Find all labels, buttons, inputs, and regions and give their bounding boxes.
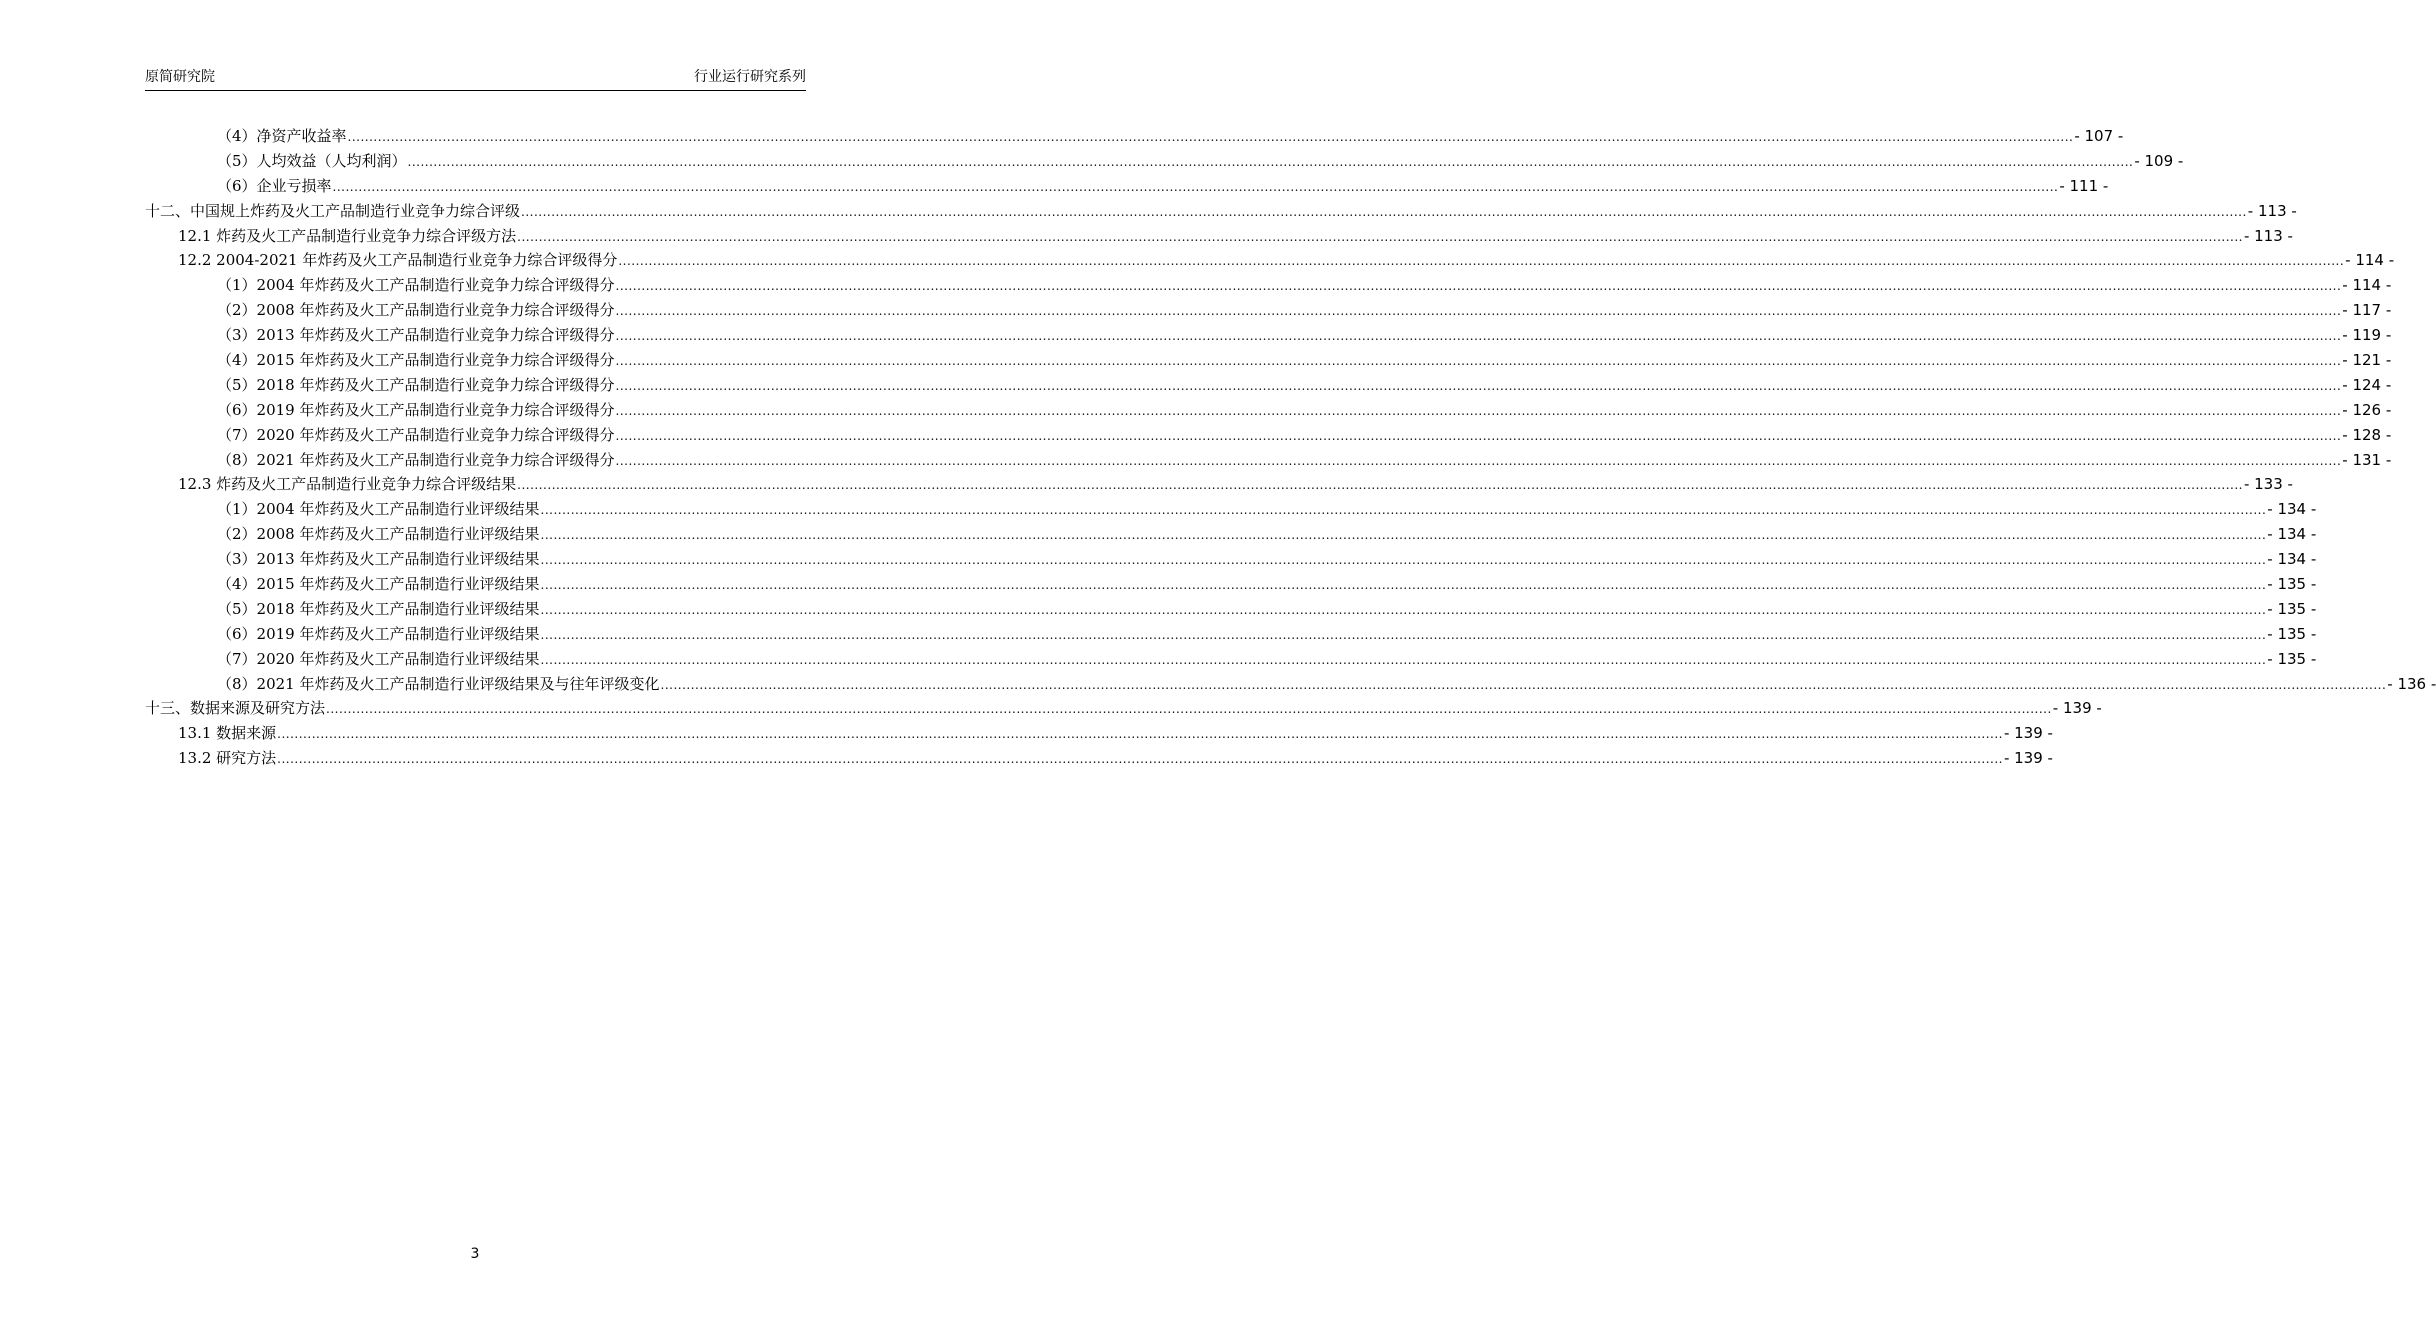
toc-entry[interactable] <box>145 448 2392 473</box>
toc-entry-title: 13.1 数据来源 <box>178 724 277 743</box>
toc-entry-title: 12.2 2004-2021 年炸药及火工产品制造行业竞争力综合评级得分 <box>178 251 618 270</box>
toc-entry[interactable] <box>145 199 2297 224</box>
toc-entry-page: - 128 - <box>2342 425 2392 444</box>
toc-entry-page: - 139 - <box>2003 724 2053 743</box>
toc-entry-title: （6）企业亏损率 <box>217 176 332 195</box>
toc-leader-dots: ................................................................................................................................................................................................................................................................................................................................................................................................................ <box>615 354 2342 369</box>
toc-entry-page: - 134 - <box>2267 500 2317 519</box>
toc-leader-dots: ................................................................................................................................................................................................................................................................................................................................................................................................................ <box>277 727 2003 742</box>
toc-entry-title: 十三、数据来源及研究方法 <box>145 699 326 718</box>
toc-entry[interactable] <box>145 398 2392 423</box>
toc-entry-page: - 117 - <box>2342 301 2392 320</box>
toc-entry[interactable] <box>145 149 2184 174</box>
toc-entry[interactable] <box>145 721 2053 746</box>
toc-entry-page: - 121 - <box>2342 351 2392 370</box>
toc-entry-title: （7）2020 年炸药及火工产品制造行业评级结果 <box>217 649 540 668</box>
toc-entry-title: （8）2021 年炸药及火工产品制造行业竞争力综合评级得分 <box>217 450 615 469</box>
toc-leader-dots: ................................................................................................................................................................................................................................................................................................................................................................................................................ <box>540 553 2267 568</box>
toc-entry-page: - 135 - <box>2267 575 2317 594</box>
toc-entry-title: 12.3 炸药及火工产品制造行业竞争力综合评级结果 <box>178 475 517 494</box>
toc-entry-page: - 139 - <box>2052 699 2102 718</box>
toc-entry[interactable] <box>145 348 2392 373</box>
toc-entry[interactable] <box>145 672 2436 697</box>
toc-entry[interactable] <box>145 746 2053 771</box>
toc-entry[interactable] <box>145 373 2392 398</box>
toc-entry[interactable] <box>145 248 2395 273</box>
toc-leader-dots: ................................................................................................................................................................................................................................................................................................................................................................................................................ <box>540 578 2267 593</box>
toc-entry-page: - 135 - <box>2267 599 2317 618</box>
toc-entry[interactable] <box>145 472 2293 497</box>
toc-entry[interactable] <box>145 622 2317 647</box>
toc-entry-title: （5）2018 年炸药及火工产品制造行业评级结果 <box>217 599 540 618</box>
toc-leader-dots: ................................................................................................................................................................................................................................................................................................................................................................................................................ <box>540 503 2267 518</box>
page-header <box>145 66 806 91</box>
toc-leader-dots: ................................................................................................................................................................................................................................................................................................................................................................................................................ <box>540 528 2267 543</box>
header-series-title: 行业运行研究系列 <box>694 69 806 85</box>
toc-leader-dots: ................................................................................................................................................................................................................................................................................................................................................................................................................ <box>615 428 2342 443</box>
toc-entry-page: - 134 - <box>2267 525 2317 544</box>
toc-leader-dots: ................................................................................................................................................................................................................................................................................................................................................................................................................ <box>615 403 2342 418</box>
toc-entry-page: - 113 - <box>2243 226 2293 245</box>
toc-entry-page: - 131 - <box>2342 450 2392 469</box>
toc-entry[interactable] <box>145 696 2102 721</box>
toc-entry-title: （8）2021 年炸药及火工产品制造行业评级结果及与往年评级变化 <box>217 674 660 693</box>
toc-leader-dots: ................................................................................................................................................................................................................................................................................................................................................................................................................ <box>407 154 2134 169</box>
toc-entry-title: 十二、中国规上炸药及火工产品制造行业竞争力综合评级 <box>145 201 521 220</box>
toc-entry-page: - 135 - <box>2267 624 2317 643</box>
toc-entry[interactable] <box>145 124 2124 149</box>
toc-leader-dots: ................................................................................................................................................................................................................................................................................................................................................................................................................ <box>540 652 2267 667</box>
toc-entry-page: - 139 - <box>2003 749 2053 768</box>
toc-entry-page: - 114 - <box>2342 276 2392 295</box>
toc-leader-dots: ................................................................................................................................................................................................................................................................................................................................................................................................................ <box>615 453 2342 468</box>
toc-leader-dots: ................................................................................................................................................................................................................................................................................................................................................................................................................ <box>347 130 2074 144</box>
toc-entry[interactable] <box>145 597 2317 622</box>
toc-entry-page: - 124 - <box>2342 375 2392 394</box>
toc-entry-page: - 136 - <box>2387 674 2436 693</box>
toc-entry-title: （4）2015 年炸药及火工产品制造行业评级结果 <box>217 575 540 594</box>
toc-leader-dots: ................................................................................................................................................................................................................................................................................................................................................................................................................ <box>615 329 2342 344</box>
toc-entry-title: （4）2015 年炸药及火工产品制造行业竞争力综合评级得分 <box>217 351 615 370</box>
toc-entry-title: （5）人均效益（人均利润） <box>217 151 407 170</box>
toc-entry-title: （2）2008 年炸药及火工产品制造行业评级结果 <box>217 525 540 544</box>
toc-entry[interactable] <box>145 547 2317 572</box>
toc-leader-dots: ................................................................................................................................................................................................................................................................................................................................................................................................................ <box>332 179 2059 194</box>
toc-leader-dots: ................................................................................................................................................................................................................................................................................................................................................................................................................ <box>521 204 2247 219</box>
toc-leader-dots: ................................................................................................................................................................................................................................................................................................................................................................................................................ <box>615 378 2342 393</box>
toc-leader-dots: ................................................................................................................................................................................................................................................................................................................................................................................................................ <box>615 279 2342 294</box>
toc-entry[interactable] <box>145 298 2392 323</box>
toc-entry-page: - 126 - <box>2342 400 2392 419</box>
toc-entry[interactable] <box>145 224 2293 249</box>
page-number: 3 <box>470 1246 480 1262</box>
toc-entry-page: - 113 - <box>2247 201 2297 220</box>
toc-entry-title: （1）2004 年炸药及火工产品制造行业评级结果 <box>217 500 540 519</box>
toc-leader-dots: ................................................................................................................................................................................................................................................................................................................................................................................................................ <box>517 229 2243 244</box>
toc-entry-title: （5）2018 年炸药及火工产品制造行业竞争力综合评级得分 <box>217 375 615 394</box>
toc-leader-dots: ................................................................................................................................................................................................................................................................................................................................................................................................................ <box>540 602 2267 617</box>
toc-entry-title: （6）2019 年炸药及火工产品制造行业评级结果 <box>217 624 540 643</box>
toc-entry-title: （6）2019 年炸药及火工产品制造行业竞争力综合评级得分 <box>217 400 615 419</box>
toc-entry[interactable] <box>145 647 2317 672</box>
toc-entry[interactable] <box>145 423 2392 448</box>
toc-entry[interactable] <box>145 572 2317 597</box>
header-organization: 原简研究院 <box>145 69 215 85</box>
toc-entry-title: 13.2 研究方法 <box>178 749 277 768</box>
toc-entry-page: - 134 - <box>2267 550 2317 569</box>
toc-entry-page: - 111 - <box>2059 176 2109 195</box>
toc-entry[interactable] <box>145 323 2392 348</box>
toc-leader-dots: ................................................................................................................................................................................................................................................................................................................................................................................................................ <box>277 752 2003 767</box>
toc-entry-page: - 135 - <box>2267 649 2317 668</box>
toc-entry-page: - 107 - <box>2074 127 2124 145</box>
table-of-contents <box>145 124 2436 771</box>
toc-entry-page: - 109 - <box>2134 151 2184 170</box>
toc-leader-dots: ................................................................................................................................................................................................................................................................................................................................................................................................................ <box>517 478 2243 493</box>
toc-leader-dots: ................................................................................................................................................................................................................................................................................................................................................................................................................ <box>618 254 2345 269</box>
toc-leader-dots: ................................................................................................................................................................................................................................................................................................................................................................................................................ <box>660 677 2387 692</box>
toc-entry[interactable] <box>145 174 2109 199</box>
toc-entry-page: - 133 - <box>2243 475 2293 494</box>
toc-entry[interactable] <box>145 497 2317 522</box>
toc-leader-dots: ................................................................................................................................................................................................................................................................................................................................................................................................................ <box>540 627 2267 642</box>
toc-entry-title: （4）净资产收益率 <box>217 127 347 145</box>
toc-entry-page: - 119 - <box>2342 326 2392 345</box>
toc-entry-title: （1）2004 年炸药及火工产品制造行业竞争力综合评级得分 <box>217 276 615 295</box>
toc-entry-title: （3）2013 年炸药及火工产品制造行业竞争力综合评级得分 <box>217 326 615 345</box>
toc-entry-title: 12.1 炸药及火工产品制造行业竞争力综合评级方法 <box>178 226 517 245</box>
toc-entry-title: （2）2008 年炸药及火工产品制造行业竞争力综合评级得分 <box>217 301 615 320</box>
toc-leader-dots: ................................................................................................................................................................................................................................................................................................................................................................................................................ <box>615 304 2342 319</box>
toc-entry-page: - 114 - <box>2345 251 2395 270</box>
toc-leader-dots: ................................................................................................................................................................................................................................................................................................................................................................................................................ <box>326 702 2052 717</box>
toc-entry-title: （7）2020 年炸药及火工产品制造行业竞争力综合评级得分 <box>217 425 615 444</box>
toc-entry[interactable] <box>145 273 2392 298</box>
toc-entry-title: （3）2013 年炸药及火工产品制造行业评级结果 <box>217 550 540 569</box>
toc-entry[interactable] <box>145 522 2317 547</box>
